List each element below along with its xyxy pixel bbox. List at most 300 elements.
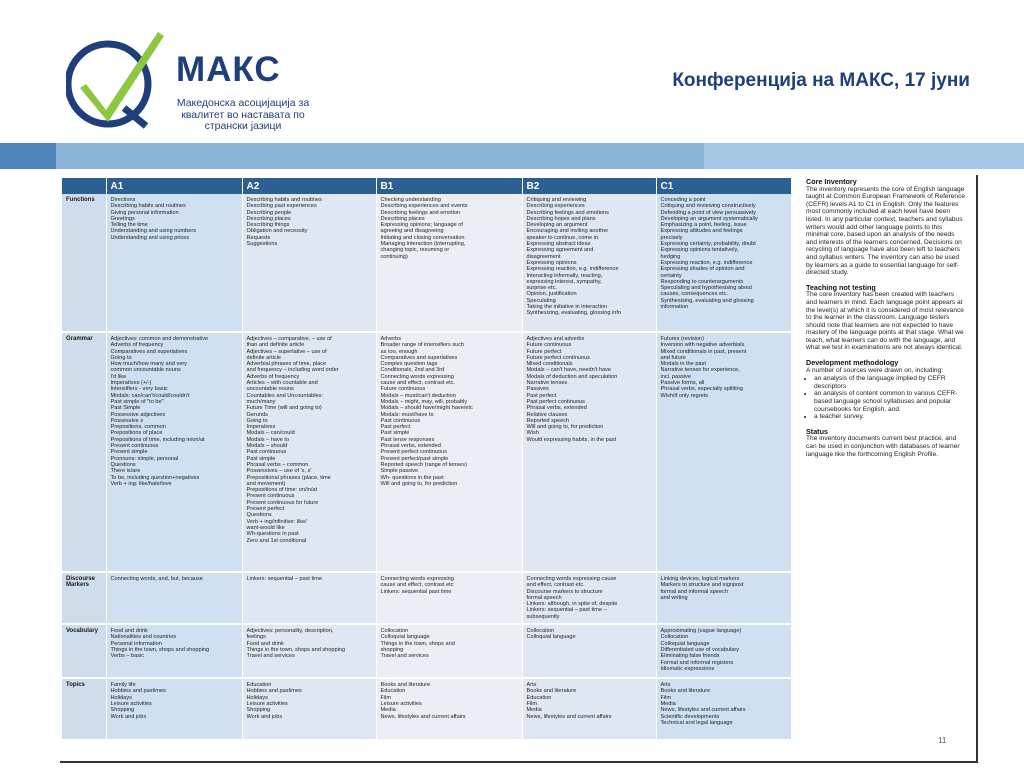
cell-item: Things in the town, shops and shopping bbox=[110, 646, 210, 653]
cell-item: Possessives – use of 's, s' bbox=[246, 468, 312, 475]
table-cell bbox=[522, 624, 656, 678]
cell-item: Film bbox=[380, 694, 392, 701]
cell-item: Prepositions, common bbox=[110, 424, 166, 431]
cell-item: Imperatives bbox=[246, 424, 276, 431]
cell-item: Describing experiences and events bbox=[380, 203, 468, 210]
cell-item: incl. passive bbox=[660, 373, 691, 380]
cell-item: Describing things bbox=[246, 222, 290, 229]
cell-item: Markers to structure and signpost bbox=[660, 582, 744, 589]
table-cell bbox=[106, 624, 242, 678]
cell-item: Expressing opinions; language of bbox=[380, 222, 463, 229]
cell-item: Phrasal verbs, especially splitting bbox=[660, 386, 743, 393]
cell-item: Prepositions of time, including in/on/at bbox=[110, 436, 205, 443]
cell-item: Mixed conditionals in past, present bbox=[660, 348, 747, 355]
cell-item: Developing an argument systematically bbox=[660, 215, 758, 222]
cell-item: and movement) bbox=[246, 480, 286, 487]
table-row bbox=[62, 332, 791, 572]
cell-item: Verb + ing: like/hate/love bbox=[110, 480, 172, 487]
cell-item: Requests bbox=[246, 234, 271, 241]
cell-item: Adverbs of frequency bbox=[246, 373, 300, 380]
methodology-heading: Development methodology bbox=[806, 358, 899, 368]
cell-item: Conceding a point bbox=[660, 197, 706, 203]
cell-item: Speculating and hypothesising about bbox=[660, 285, 752, 292]
table-cell bbox=[522, 194, 656, 332]
cell-item: Managing interaction (interrupting, bbox=[380, 241, 466, 248]
cell-item: Synthesising, evaluating and glossing bbox=[660, 297, 754, 304]
cell-item: Future perfect continuous bbox=[526, 354, 590, 361]
cell-item: Synthesizing, evaluating, glossing info bbox=[526, 310, 622, 317]
conference-title: Конференција на МАКС, 17 јуни bbox=[672, 70, 970, 91]
cell-item: Questions bbox=[246, 512, 272, 519]
cell-item: Imperatives (+/-) bbox=[110, 380, 152, 387]
cell-item: hedging bbox=[660, 253, 681, 260]
cell-item: Phrasal verbs – common bbox=[246, 461, 309, 468]
cell-item: Food and drink bbox=[110, 628, 148, 635]
list-item: • an analysis of content common to various CEFR-based language school syllabuses and popular coursebooks for English, and bbox=[814, 390, 966, 413]
table-row bbox=[62, 572, 791, 624]
cell-item: Adverbial phrases of time, place bbox=[246, 361, 327, 368]
cell-item: Expressing certainty, probability, doubt bbox=[660, 241, 756, 248]
cell-item: Past continuous bbox=[380, 417, 421, 424]
cell-item: Things in the town, shops and bbox=[380, 640, 455, 647]
status-text: The inventory documents current best practice, and can be used in conjunction with databases of learner language like the forthcoming English Profile. bbox=[806, 435, 960, 458]
cell-item: speaker to continue, come in bbox=[526, 234, 599, 241]
cell-item: Education bbox=[380, 688, 406, 695]
cell-item: Describing experiences bbox=[526, 203, 585, 210]
cell-item: Developing an argument bbox=[526, 222, 588, 229]
row-label: Grammar bbox=[62, 332, 106, 572]
cell-item: Suggestions bbox=[246, 241, 278, 248]
cell-item: Collocation bbox=[526, 628, 555, 635]
list-item: • a teacher survey. bbox=[814, 413, 966, 421]
cell-item: Directions bbox=[110, 197, 136, 203]
cell-item: Initiating and closing conversation bbox=[380, 234, 465, 241]
cell-item: Modals in the past bbox=[660, 361, 706, 368]
cell-item: and future bbox=[660, 354, 686, 361]
cell-item: Defending a point of view persuasively bbox=[660, 209, 756, 216]
cell-item: formal and informal speech bbox=[660, 588, 728, 595]
cell-item: Present perfect/past simple bbox=[380, 455, 449, 462]
cell-item: Family life bbox=[110, 682, 136, 689]
cell-item: Pronouns: simple, personal bbox=[110, 455, 179, 462]
cell-item: Mixed conditionals bbox=[526, 361, 573, 368]
table-row bbox=[62, 678, 791, 740]
cell-item: Expressing reaction, e.g. indifference bbox=[660, 259, 753, 266]
cell-item: Future Time (will and going to) bbox=[246, 405, 322, 412]
table-cell bbox=[376, 572, 522, 624]
cell-item: Past Simple bbox=[110, 405, 141, 412]
cell-item: Linking devices, logical markers bbox=[660, 576, 740, 582]
core-inventory-heading: Core Inventory bbox=[806, 177, 857, 186]
cell-item: To be, including question+negatives bbox=[110, 474, 200, 481]
row-label: Vocabulary bbox=[62, 624, 106, 678]
table-cell bbox=[656, 194, 791, 332]
list-item: • an analysis of the language implied by CEFR descriptors bbox=[814, 375, 966, 390]
cell-item: Media bbox=[380, 707, 396, 714]
table-cell bbox=[106, 194, 242, 332]
cell-item: Adjectives: common and demonstrative bbox=[110, 336, 209, 342]
header-band-light bbox=[704, 143, 1024, 169]
cell-item: Formal and informal registers bbox=[660, 659, 734, 666]
cell-item: Expressing opinions tentatively, bbox=[660, 247, 739, 254]
cell-item: Eliminating false friends bbox=[660, 653, 720, 660]
cell-item: Present continuous bbox=[110, 443, 159, 450]
row-label: Discourse Markers bbox=[62, 572, 106, 624]
cell-item: Future continuous bbox=[380, 386, 426, 393]
cell-item: formal speech bbox=[526, 594, 562, 601]
cell-item: Adjectives: personality, description, bbox=[246, 628, 334, 635]
cell-item: Critiquing and reviewing constructively bbox=[660, 203, 756, 210]
cell-item: Shopping bbox=[110, 707, 135, 714]
cell-item: Work and jobs bbox=[246, 713, 283, 720]
table-cell bbox=[522, 572, 656, 624]
cell-item: common uncountable nouns bbox=[110, 367, 181, 374]
cell-item: Past simple of "to be" bbox=[110, 398, 164, 405]
cell-item: Opinion, justification bbox=[526, 291, 577, 298]
cell-item: Arts bbox=[660, 682, 671, 689]
cell-item: expressing interest, sympathy, bbox=[526, 278, 602, 285]
cell-item: Expressing abstract ideas bbox=[526, 241, 591, 248]
cell-item: feelings bbox=[246, 634, 266, 641]
cell-item: Past perfect continuous bbox=[526, 398, 585, 405]
cell-item: Wh-questions in past bbox=[246, 531, 299, 538]
cell-item: and effect, contrast etc. bbox=[526, 582, 585, 589]
table-cell bbox=[376, 194, 522, 332]
cell-item: certainty bbox=[660, 272, 682, 279]
cell-item: Linkers: sequential – past time – bbox=[526, 607, 607, 614]
cell-item: Modals: must/have to bbox=[380, 411, 434, 418]
cell-item: Simple passive bbox=[380, 468, 419, 475]
cell-item: Obligation and necessity bbox=[246, 228, 308, 235]
cell-item: Colloquial language bbox=[526, 634, 576, 641]
cell-item: News, lifestyles and current affairs bbox=[526, 713, 612, 720]
cell-item: Present continuous for future bbox=[246, 499, 319, 506]
logo-subtitle: Македонска асоцијација за квалитет во наставата по странски јазици bbox=[176, 97, 310, 132]
cell-item: Greetings bbox=[110, 215, 135, 222]
cell-item: surprise etc. bbox=[526, 285, 557, 292]
cell-item: subsequently bbox=[526, 613, 560, 620]
cell-item: Checking understanding bbox=[380, 197, 441, 203]
cell-item: Futures (revision) bbox=[660, 336, 705, 342]
cell-item: Describing feelings and emotions bbox=[526, 209, 609, 216]
cell-item: Describing places bbox=[246, 215, 291, 222]
cell-item: Comparatives and superlatives bbox=[110, 348, 188, 355]
cell-item: want-would like bbox=[246, 524, 285, 531]
column-header: A2 bbox=[242, 178, 376, 194]
row-label: Functions bbox=[62, 194, 106, 332]
table-cell bbox=[106, 678, 242, 740]
cell-item: Linkers: although, in spite of, despite bbox=[526, 601, 618, 608]
table-cell bbox=[656, 624, 791, 678]
cell-item: Past simple bbox=[380, 430, 410, 437]
table-cell bbox=[376, 624, 522, 678]
cell-item: Possessive adjectives bbox=[110, 411, 166, 418]
cell-item: Modals – should bbox=[246, 443, 288, 450]
cell-item: Adjectives – superlative – use of bbox=[246, 348, 327, 355]
cell-item: Phrasal verbs, extended bbox=[526, 405, 587, 412]
cell-item: Film bbox=[526, 700, 538, 707]
cell-item: Future perfect bbox=[526, 348, 562, 355]
cell-item: Wish bbox=[526, 430, 539, 437]
cell-item: News, lifestyles and current affairs bbox=[380, 713, 466, 720]
cell-item: Narrative tenses bbox=[526, 380, 568, 387]
cell-item: Modals – have to bbox=[246, 436, 290, 443]
cell-item: Collocation bbox=[380, 628, 409, 635]
cell-item: much/many bbox=[246, 398, 276, 405]
cell-item: Articles – with countable and bbox=[246, 380, 318, 387]
table-cell bbox=[656, 678, 791, 740]
teaching-heading: Teaching not testing bbox=[806, 282, 876, 292]
cell-item: Adverbs bbox=[380, 336, 402, 342]
cell-item: Future continuous bbox=[526, 342, 572, 349]
row-label: Topics bbox=[62, 678, 106, 740]
cell-item: Comparatives and superlatives bbox=[380, 354, 458, 361]
cell-item: Adjectives – comparative, – use of bbox=[246, 336, 332, 342]
cell-item: Expressing attitudes and feelings bbox=[660, 228, 743, 235]
cell-item: Broader range of intensifiers such bbox=[380, 342, 465, 349]
cell-item: Connecting words expressing bbox=[380, 373, 454, 380]
cell-item: disagreement bbox=[526, 253, 561, 260]
cell-item: Connecting words expressing cause bbox=[526, 576, 617, 582]
cell-item: Modals – can/could bbox=[246, 430, 295, 437]
cell-item: Critiquing and reviewing bbox=[526, 197, 587, 203]
column-header: B1 bbox=[376, 178, 522, 194]
cell-item: and writing bbox=[660, 594, 688, 601]
cell-item: I'd like bbox=[110, 373, 127, 380]
cell-item: Reported speech (range of tenses) bbox=[380, 461, 467, 468]
cell-item: Inversion with negative adverbials bbox=[660, 342, 745, 349]
cell-item: Responding to counterarguments bbox=[660, 278, 744, 285]
cell-item: Passives bbox=[526, 386, 549, 393]
cell-item: Work and jobs bbox=[110, 713, 147, 720]
cell-item: Describing people bbox=[246, 209, 292, 216]
cell-item: precisely bbox=[660, 234, 683, 241]
cell-item: Expressing shades of opinion and bbox=[660, 266, 745, 273]
cell-item: cause and effect, contrast etc bbox=[380, 582, 454, 589]
table-cell bbox=[656, 572, 791, 624]
column-header: A1 bbox=[106, 178, 242, 194]
cell-item: Present continuous bbox=[246, 493, 295, 500]
table-cell bbox=[376, 678, 522, 740]
cell-item: Modals – should have/might have/etc bbox=[380, 405, 473, 412]
table-row bbox=[62, 624, 791, 678]
cell-item: Describing places bbox=[380, 215, 425, 222]
cell-item: Present perfect bbox=[246, 506, 285, 513]
cell-item: Going to bbox=[246, 417, 268, 424]
cell-item: Expressing reaction, e.g. indifference bbox=[526, 266, 619, 273]
cell-item: changing topic, resuming or bbox=[380, 247, 450, 254]
cell-item: shopping bbox=[380, 646, 404, 653]
status-heading: Status bbox=[806, 426, 828, 436]
cell-item: Differentiated use of vocabulary bbox=[660, 646, 740, 653]
cell-item: uncountable nouns bbox=[246, 386, 294, 393]
cell-item: Modals – must/can't deduction bbox=[380, 392, 456, 399]
methodology-text: A number of sources were drawn on, including: bbox=[806, 366, 944, 374]
cell-item: Wh- questions in the past bbox=[380, 474, 444, 481]
cell-item: continuing) bbox=[380, 253, 408, 260]
cell-item: Colloquial language bbox=[660, 640, 710, 647]
cell-item: Narrative tenses for experience, bbox=[660, 367, 740, 374]
cell-item: Books and literature bbox=[526, 688, 577, 695]
cell-item: Colloquial language bbox=[380, 634, 430, 641]
cell-item: Verb + ing/infinitive: like/ bbox=[246, 518, 307, 525]
cell-item: How much/how many and very bbox=[110, 361, 187, 368]
sidebar-notes bbox=[806, 178, 966, 465]
cell-item: Adverbs of frequency bbox=[110, 342, 164, 349]
cell-item: Taking the initiative in interaction bbox=[526, 304, 608, 311]
cell-item: Phrasal verbs, extended bbox=[380, 443, 441, 450]
cell-item: Conditionals, 2nd and 3rd bbox=[380, 367, 445, 374]
cell-item: Understanding and using prices bbox=[110, 234, 190, 241]
cell-item: Present simple bbox=[110, 449, 148, 456]
table-row bbox=[62, 194, 791, 332]
cell-item: Past simple bbox=[246, 455, 276, 462]
table-header-row bbox=[62, 178, 791, 194]
cell-item: as too, enough bbox=[380, 348, 418, 355]
cell-item: Describing habits and routines bbox=[110, 203, 186, 210]
cell-item: Emphasizing a point, feeling, issue bbox=[660, 222, 747, 229]
cell-item: Giving personal information bbox=[110, 209, 179, 216]
table-cell bbox=[106, 332, 242, 572]
cell-item: Arts bbox=[526, 682, 537, 689]
cell-item: Hobbies and pastimes bbox=[110, 688, 166, 695]
logo-title: МАКС bbox=[176, 50, 281, 89]
cell-item: Approximating (vague language) bbox=[660, 628, 742, 635]
table-cell bbox=[242, 572, 376, 624]
cell-item: Discourse markers to structure bbox=[526, 588, 603, 595]
cell-item: information bbox=[660, 304, 689, 311]
cell-item: Intensifiers - very basic bbox=[110, 386, 168, 393]
cell-item: Questions bbox=[110, 461, 136, 468]
cell-item: Leisure activities bbox=[110, 700, 152, 707]
cell-item: and frequency – including word order bbox=[246, 367, 339, 374]
cell-item: Books and literature bbox=[380, 682, 431, 689]
table-cell bbox=[242, 624, 376, 678]
cell-item: Passive forms, all bbox=[660, 380, 705, 387]
cell-item: Connecting words expressing bbox=[380, 576, 454, 582]
cell-item: There is/are bbox=[110, 468, 141, 475]
document-border-right bbox=[976, 175, 978, 763]
cell-item: Technical and legal language bbox=[660, 719, 733, 726]
cell-item: Describing feelings and emotion bbox=[380, 209, 461, 216]
cell-item: Past continuous bbox=[246, 449, 287, 456]
cell-item: Would expressing habits, in the past bbox=[526, 436, 617, 443]
table-cell bbox=[522, 678, 656, 740]
cell-item: Education bbox=[246, 682, 272, 689]
cell-item: Complex question tags bbox=[380, 361, 438, 368]
cell-item: Past perfect bbox=[380, 424, 411, 431]
cell-item: Travel and services bbox=[380, 653, 429, 660]
page-number: 11 bbox=[938, 736, 947, 745]
table-cell bbox=[376, 332, 522, 572]
cell-item: Books and literature bbox=[660, 688, 711, 695]
teaching-text: The core inventory has been created with teachers and learners in mind. Each language point appears at the level(s) at which it is considered of most relevance to the learner in the classroom. Language testers should note that learners are not expected to have mastery of the language points at that stage. What we teach, what learners can do with the language, and what we test in examinations are not always identical. bbox=[806, 291, 964, 352]
cell-item: Present perfect continuous bbox=[380, 449, 448, 456]
cell-item: Describing hopes and plans bbox=[526, 215, 596, 222]
core-inventory-text: The inventory represents the core of English language taught at Common European Framework of Reference (CEFR) levels A1 to C1 in English. Only the features most commonly included at each level have been listed. In any particular context, teachers and syllabus writers would add other language points to this minimal core, based upon an analysis of the needs and interests of the learners concerned. Decisions on recycling of language have also been left to teachers and syllabus writers. The inventory can also be used by learners as a guide to essential language for self-directed study. bbox=[806, 185, 966, 277]
cell-item: Shopping bbox=[246, 707, 271, 714]
header-corner bbox=[62, 178, 106, 194]
table-cell bbox=[106, 572, 242, 624]
methodology-list bbox=[806, 375, 966, 421]
cell-item: Holidays bbox=[110, 694, 132, 701]
cell-item: Telling the time bbox=[110, 222, 148, 229]
cell-item: Education bbox=[526, 694, 552, 701]
cell-item: Expressing agreement and bbox=[526, 247, 594, 254]
cell-item: than and definite article bbox=[246, 342, 305, 349]
cell-item: Modals – can't have, needn't have bbox=[526, 367, 612, 374]
cell-item: Holidays bbox=[246, 694, 268, 701]
cell-item: Collocation bbox=[660, 634, 689, 641]
cell-item: Relative clauses bbox=[526, 411, 568, 418]
cell-item: Going to bbox=[110, 354, 132, 361]
cell-item: Scientific developments bbox=[660, 713, 720, 720]
cell-item: Connecting words, and, but, because bbox=[110, 576, 203, 582]
cell-item: causes, consequences etc. bbox=[660, 291, 728, 298]
cell-item: Travel and services bbox=[246, 653, 295, 660]
cell-item: Leisure activities bbox=[246, 700, 288, 707]
table-cell bbox=[242, 678, 376, 740]
cell-item: Describing habits and routines bbox=[246, 197, 322, 203]
cell-item: Verbs – basic bbox=[110, 653, 145, 660]
cell-item: Things in the town, shops and shopping bbox=[246, 646, 346, 653]
cell-item: Understanding and using numbers bbox=[110, 228, 197, 235]
cell-item: cause and effect, contrast etc. bbox=[380, 380, 456, 387]
cell-item: Nationalities and countries bbox=[110, 634, 177, 641]
cell-item: Possessive s bbox=[110, 417, 144, 424]
cell-item: Prepositions of time: on/in/at bbox=[246, 487, 318, 494]
column-header: C1 bbox=[656, 178, 791, 194]
cell-item: Describing past experiences bbox=[246, 203, 317, 210]
cell-item: Will and going to, for prediction bbox=[526, 424, 604, 431]
cell-item: definite article bbox=[246, 354, 282, 361]
cell-item: Personal information bbox=[110, 640, 162, 647]
cell-item: Will and going to, for prediction bbox=[380, 480, 458, 487]
table-cell bbox=[242, 332, 376, 572]
cell-item: Encouraging and inviting another bbox=[526, 228, 609, 235]
cell-item: Prepositional phrases (place, time bbox=[246, 474, 331, 481]
cell-item: Modals of deduction and speculation bbox=[526, 373, 618, 380]
cell-item: Linkers: sequential past time bbox=[380, 588, 452, 595]
table-cell bbox=[656, 332, 791, 572]
cell-item: Past perfect bbox=[526, 392, 557, 399]
cell-item: Adjectives and adverbs bbox=[526, 336, 585, 342]
cell-item: Prepositions of place bbox=[110, 430, 163, 437]
cell-item: Gerunds bbox=[246, 411, 268, 418]
cell-item: Leisure activities bbox=[380, 700, 422, 707]
cell-item: Countables and Uncountables: bbox=[246, 392, 324, 399]
cell-item: Hobbies and pastimes bbox=[246, 688, 302, 695]
table-cell bbox=[242, 194, 376, 332]
cell-item: Linkers: sequential – past time bbox=[246, 576, 323, 582]
cell-item: Media bbox=[526, 707, 542, 714]
cell-item: Film bbox=[660, 694, 672, 701]
cell-item: Wish/if only regrets bbox=[660, 392, 709, 399]
cell-item: Past tense responses bbox=[380, 436, 435, 443]
column-header: B2 bbox=[522, 178, 656, 194]
cell-item: News, lifestyles and current affairs bbox=[660, 707, 746, 714]
cell-item: Zero and 1st conditional bbox=[246, 537, 307, 544]
cell-item: Food and drink bbox=[246, 640, 284, 647]
core-inventory-table bbox=[62, 178, 792, 741]
cell-item: Speculating bbox=[526, 297, 556, 304]
cell-item: Modals – might, may, will, probably bbox=[380, 398, 468, 405]
cell-item: Expressing opinions bbox=[526, 259, 577, 266]
header-band-accent bbox=[0, 143, 56, 169]
cell-item: Interacting informally, reacting, bbox=[526, 272, 603, 279]
cell-item: Modals: can/can't/could/couldn't bbox=[110, 392, 190, 399]
cell-item: Reported speech bbox=[526, 417, 570, 424]
